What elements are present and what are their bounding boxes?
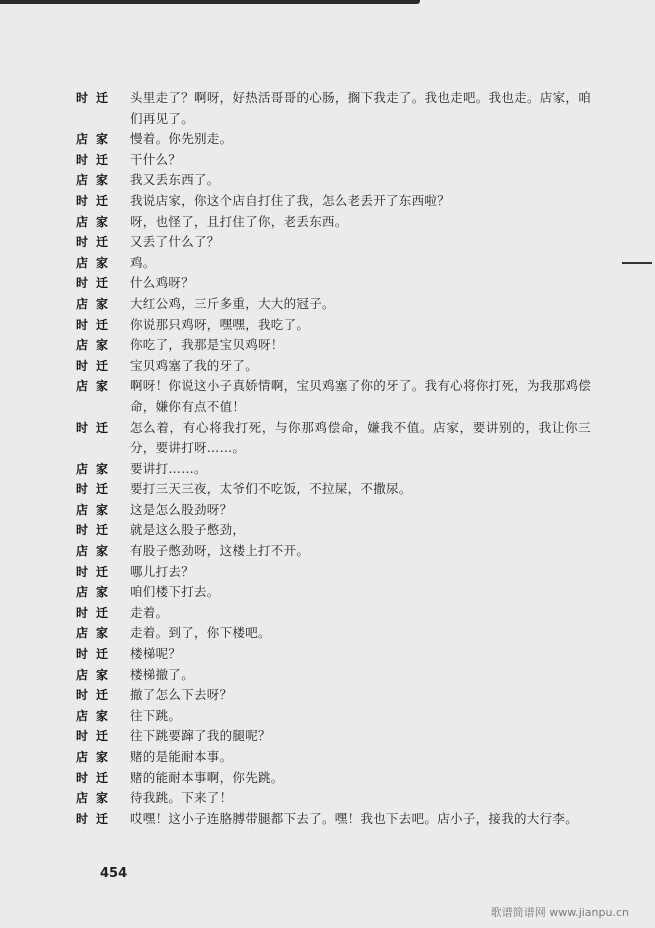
dialogue-line bbox=[76, 788, 591, 809]
dialogue-text: 鸡。 bbox=[130, 254, 156, 270]
dialogue-text: 你吃了，我那是宝贝鸡呀！ bbox=[130, 337, 284, 353]
dialogue-line bbox=[76, 232, 591, 253]
speaker-name: 店家 bbox=[76, 173, 117, 188]
dialogue-line bbox=[76, 335, 591, 356]
dialogue-text: 往下跳。 bbox=[130, 707, 182, 723]
dialogue-line bbox=[76, 459, 591, 480]
speaker-name: 时迁 bbox=[76, 523, 117, 538]
dialogue-line bbox=[76, 253, 591, 274]
speaker-name: 店家 bbox=[76, 544, 117, 559]
speaker-name: 店家 bbox=[76, 791, 117, 806]
speaker-name: 时迁 bbox=[76, 564, 117, 579]
dialogue-text: 赌的是能耐本事。 bbox=[130, 749, 233, 764]
dialogue-line bbox=[76, 418, 591, 459]
dialogue-line bbox=[76, 562, 591, 583]
watermark: 歌谱简谱网 www.jianpu.cn bbox=[490, 906, 629, 919]
dialogue-text: 哎嘿！这小子连胳膊带腿都下去了。嘿！我也下去吧。店小子，接我的大行李。 bbox=[130, 810, 579, 826]
speaker-name: 店家 bbox=[76, 338, 117, 353]
dialogue-line bbox=[76, 603, 591, 624]
dialogue-line bbox=[76, 726, 591, 747]
speaker-name: 时迁 bbox=[76, 482, 117, 497]
dialogue-text: 往下跳要蹿了我的腿呢？ bbox=[130, 728, 271, 744]
dialogue-text: 怎么着，有心将我打死，与你那鸡偿命，嫌我不值。店家，要讲别的，我让你三分，要讲打呀……。 bbox=[130, 419, 591, 456]
dialogue-text: 待我跳。下来了！ bbox=[130, 790, 233, 806]
speaker-name: 店家 bbox=[76, 502, 117, 517]
speaker-name: 时迁 bbox=[76, 193, 117, 208]
dialogue-text: 楼梯呢？ bbox=[130, 646, 182, 662]
speaker-name: 店家 bbox=[76, 255, 117, 270]
dialogue-text: 宝贝鸡塞了我的牙了。 bbox=[130, 357, 259, 373]
dialogue-text: 走着。 bbox=[130, 604, 169, 620]
dialogue-text: 楼梯撤了。 bbox=[130, 666, 195, 682]
dialogue-line bbox=[76, 376, 591, 417]
dialogue-text: 我说店家，你这个店自打住了我，怎么老丢开了东西啦？ bbox=[130, 192, 451, 208]
speaker-name: 时迁 bbox=[76, 358, 117, 373]
dialogue-line bbox=[76, 768, 591, 789]
speaker-name: 时迁 bbox=[76, 811, 117, 826]
speaker-name: 时迁 bbox=[76, 91, 117, 105]
dialogue-line bbox=[76, 500, 591, 521]
dialogue-line bbox=[76, 150, 591, 171]
dialogue-text: 撤了怎么下去呀？ bbox=[130, 687, 233, 703]
dialogue-line bbox=[76, 809, 591, 830]
dialogue-text: 大红公鸡，三斤多重，大大的冠子。 bbox=[130, 295, 335, 311]
dialogue-text: 啊呀！你说这小子真娇情啊，宝贝鸡塞了你的牙了。我有心将你打死，为我那鸡偿命，嫌你有点不值！ bbox=[130, 378, 591, 414]
dialogue-line bbox=[76, 706, 591, 727]
dialogue-text: 什么鸡呀？ bbox=[130, 275, 195, 291]
top-rule bbox=[0, 0, 420, 4]
speaker-name: 店家 bbox=[76, 461, 117, 476]
dialogue-body bbox=[76, 88, 591, 829]
speaker-name: 店家 bbox=[76, 296, 117, 311]
dialogue-text: 咱们楼下打去。 bbox=[130, 584, 220, 600]
dialogue-line bbox=[76, 356, 591, 377]
dialogue-text: 哪儿打去？ bbox=[130, 563, 195, 579]
dialogue-line bbox=[76, 212, 591, 233]
dialogue-text: 你说那只鸡呀，嘿嘿，我吃了。 bbox=[130, 316, 310, 332]
speaker-name: 时迁 bbox=[76, 317, 117, 332]
speaker-name: 时迁 bbox=[76, 647, 117, 662]
speaker-name: 店家 bbox=[76, 750, 117, 764]
dialogue-line bbox=[76, 582, 591, 603]
speaker-name: 店家 bbox=[76, 626, 117, 641]
dialogue-line bbox=[76, 88, 591, 129]
speaker-name: 店家 bbox=[76, 667, 117, 682]
speaker-name: 时迁 bbox=[76, 420, 117, 435]
dialogue-text: 这是怎么股劲呀？ bbox=[130, 501, 233, 517]
dialogue-text: 赌的能耐本事啊，你先跳。 bbox=[130, 769, 284, 785]
speaker-name: 时迁 bbox=[76, 729, 117, 744]
speaker-name: 时迁 bbox=[76, 152, 117, 167]
dialogue-line bbox=[76, 747, 591, 768]
speaker-name: 时迁 bbox=[76, 276, 117, 291]
dialogue-line bbox=[76, 623, 591, 644]
dialogue-line bbox=[76, 541, 591, 562]
speaker-name: 时迁 bbox=[76, 605, 117, 620]
dialogue-text: 要打三天三夜，太爷们不吃饭，不拉屎，不撒尿。 bbox=[130, 481, 412, 497]
dialogue-line bbox=[76, 644, 591, 665]
dialogue-text: 头里走了？啊呀，好热活哥哥的心肠，搁下我走了。我也走吧。我也走。店家，咱们再见了。 bbox=[130, 90, 591, 126]
page-number: 454 bbox=[100, 866, 128, 881]
speaker-name: 店家 bbox=[76, 132, 117, 147]
dialogue-text: 有股子憋劲呀，这楼上打不开。 bbox=[130, 543, 310, 559]
dialogue-line bbox=[76, 170, 591, 191]
dialogue-line bbox=[76, 294, 591, 315]
dialogue-text: 走着。到了，你下楼吧。 bbox=[130, 625, 271, 641]
dialogue-text: 我又丢东西了。 bbox=[130, 172, 220, 188]
dialogue-line bbox=[76, 520, 591, 541]
dialogue-text: 呀，也怪了，且打住了你，老丢东西。 bbox=[130, 213, 348, 229]
margin-mark bbox=[622, 262, 652, 264]
dialogue-text: 慢着。你先别走。 bbox=[130, 131, 233, 147]
speaker-name: 店家 bbox=[76, 708, 117, 723]
speaker-name: 时迁 bbox=[76, 235, 117, 250]
dialogue-text: 要讲打……。 bbox=[130, 460, 207, 476]
speaker-name: 店家 bbox=[76, 214, 117, 229]
dialogue-text: 干什么？ bbox=[130, 151, 182, 167]
speaker-name: 时迁 bbox=[76, 688, 117, 703]
dialogue-text: 就是这么股子憋劲， bbox=[130, 522, 246, 538]
dialogue-line bbox=[76, 191, 591, 212]
dialogue-line bbox=[76, 315, 591, 336]
dialogue-line bbox=[76, 685, 591, 706]
speaker-name: 店家 bbox=[76, 379, 117, 394]
dialogue-line bbox=[76, 273, 591, 294]
speaker-name: 店家 bbox=[76, 585, 117, 600]
dialogue-line bbox=[76, 479, 591, 500]
dialogue-line bbox=[76, 129, 591, 150]
dialogue-line bbox=[76, 665, 591, 686]
dialogue-text: 又丢了什么了？ bbox=[130, 234, 220, 250]
speaker-name: 时迁 bbox=[76, 770, 117, 785]
